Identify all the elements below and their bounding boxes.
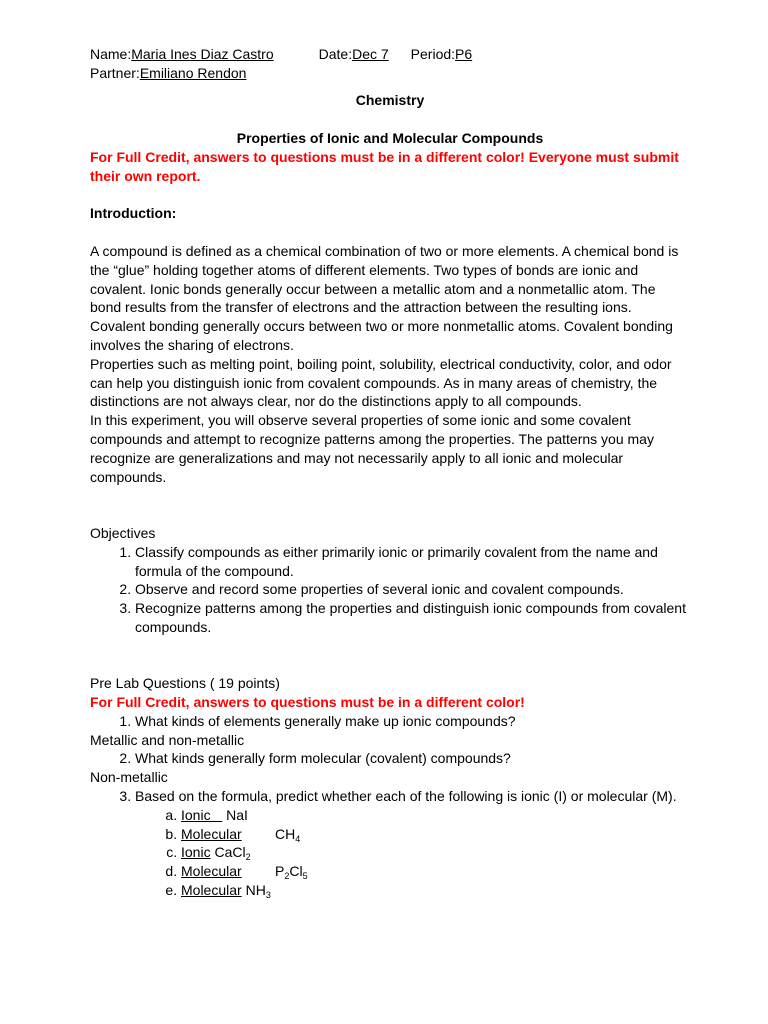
partner-value: Emiliano Rendon [139,64,247,81]
q3-formula: P [275,863,285,880]
partner-label: Partner: [90,64,140,81]
objectives-heading: Objectives [90,524,156,541]
intro-paragraph: Properties such as melting point, boiling point, solubility, electrical conductivity, color, and odor can help you distinguish ionic from covalent compounds. As in many areas of chemistry, the distinctions are not always clear, nor do the distinctions apply to all compounds. [90,355,672,410]
q3-item-b [181,825,690,844]
document-title: Properties of Ionic and Molecular Compounds [236,130,544,147]
question-2: 2. What kinds generally form molecular (covalent) compounds? [135,749,690,768]
name-label: Name: [90,46,132,62]
q3-item-e [181,881,690,900]
q3-formula: Cl [289,863,303,880]
partner-line [90,64,690,83]
answer-2: Non-metallic [90,769,168,786]
credit-note: For Full Credit, answers to questions must be in a different color! Everyone must submit their own report. [90,148,679,184]
q3-item-a [181,806,690,825]
date-label: Date: [318,46,353,62]
subject-heading: Chemistry [355,92,425,109]
q3-answer: Molecular [181,863,242,880]
document-page [90,45,690,900]
prelab-list-1 [90,712,690,731]
name-line [90,45,690,64]
q3-subscript: 4 [295,833,301,844]
q3-item-d [181,862,690,881]
question-3-items [135,806,690,900]
q3-subscript: 2 [284,871,290,882]
answer-1: Metallic and non-metallic [90,731,245,748]
period-value: P6 [455,46,473,62]
q3-formula: NaI [226,806,248,823]
name-value: Maria Ines Diaz Castro [131,46,274,62]
objective-item: 3. Recognize patterns among the properties and distinguish ionic compounds from covalent compounds. [135,599,690,637]
objectives-list [90,543,690,637]
q3-item-c [181,843,690,862]
q3-subscript: 2 [245,852,251,863]
intro-paragraph: A compound is defined as a chemical combination of two or more elements. A chemical bond is the “glue” holding together atoms of different elements. Two types of bonds are ionic and covalent. Ionic bonds generally occur between a metallic atom and a nonmetallic atom. The bond results from the transfer of electrons and the attraction between the resulting ions. Covalent bonding generally occurs between two or more nonmetallic atoms. Covalent bonding involves the sharing of electrons. [90,242,679,353]
question-1: 1. What kinds of elements generally make up ionic compounds? [135,712,690,731]
question-3-text: Based on the formula, predict whether each of the following is ionic (I) or molecular (M). [135,788,677,805]
date-value: Dec 7 [352,46,389,62]
prelab-list-2 [90,749,690,768]
intro-paragraph: In this experiment, you will observe several properties of some ionic and some covalent compounds and attempt to recognize patterns among the properties. The patterns you may recognize are generalizations and may not necessarily apply to all ionic and molecular compounds. [90,412,654,485]
q3-answer: Molecular [181,825,242,842]
question-3 [135,787,690,900]
q3-answer: Ionic [181,844,211,861]
q3-formula: NH [245,882,266,899]
prelab-list-3 [90,787,690,900]
objective-item: 1. Classify compounds as either primarily ionic or primarily covalent from the name and formula of the compound. [135,543,690,581]
q3-formula: CaCl [214,844,246,861]
objective-item: 2. Observe and record some properties of several ionic and covalent compounds. [135,580,690,599]
prelab-note: For Full Credit, answers to questions must be in a different color! [90,694,525,711]
q3-answer: Ionic [181,806,211,823]
q3-answer: Molecular [181,882,242,899]
intro-heading: Introduction: [90,205,177,222]
prelab-heading: Pre Lab Questions ( 19 points) [90,675,280,692]
q3-subscript: 3 [265,890,271,901]
period-label: Period: [410,46,456,62]
q3-formula: CH [275,825,296,842]
q3-subscript: 5 [302,871,308,882]
